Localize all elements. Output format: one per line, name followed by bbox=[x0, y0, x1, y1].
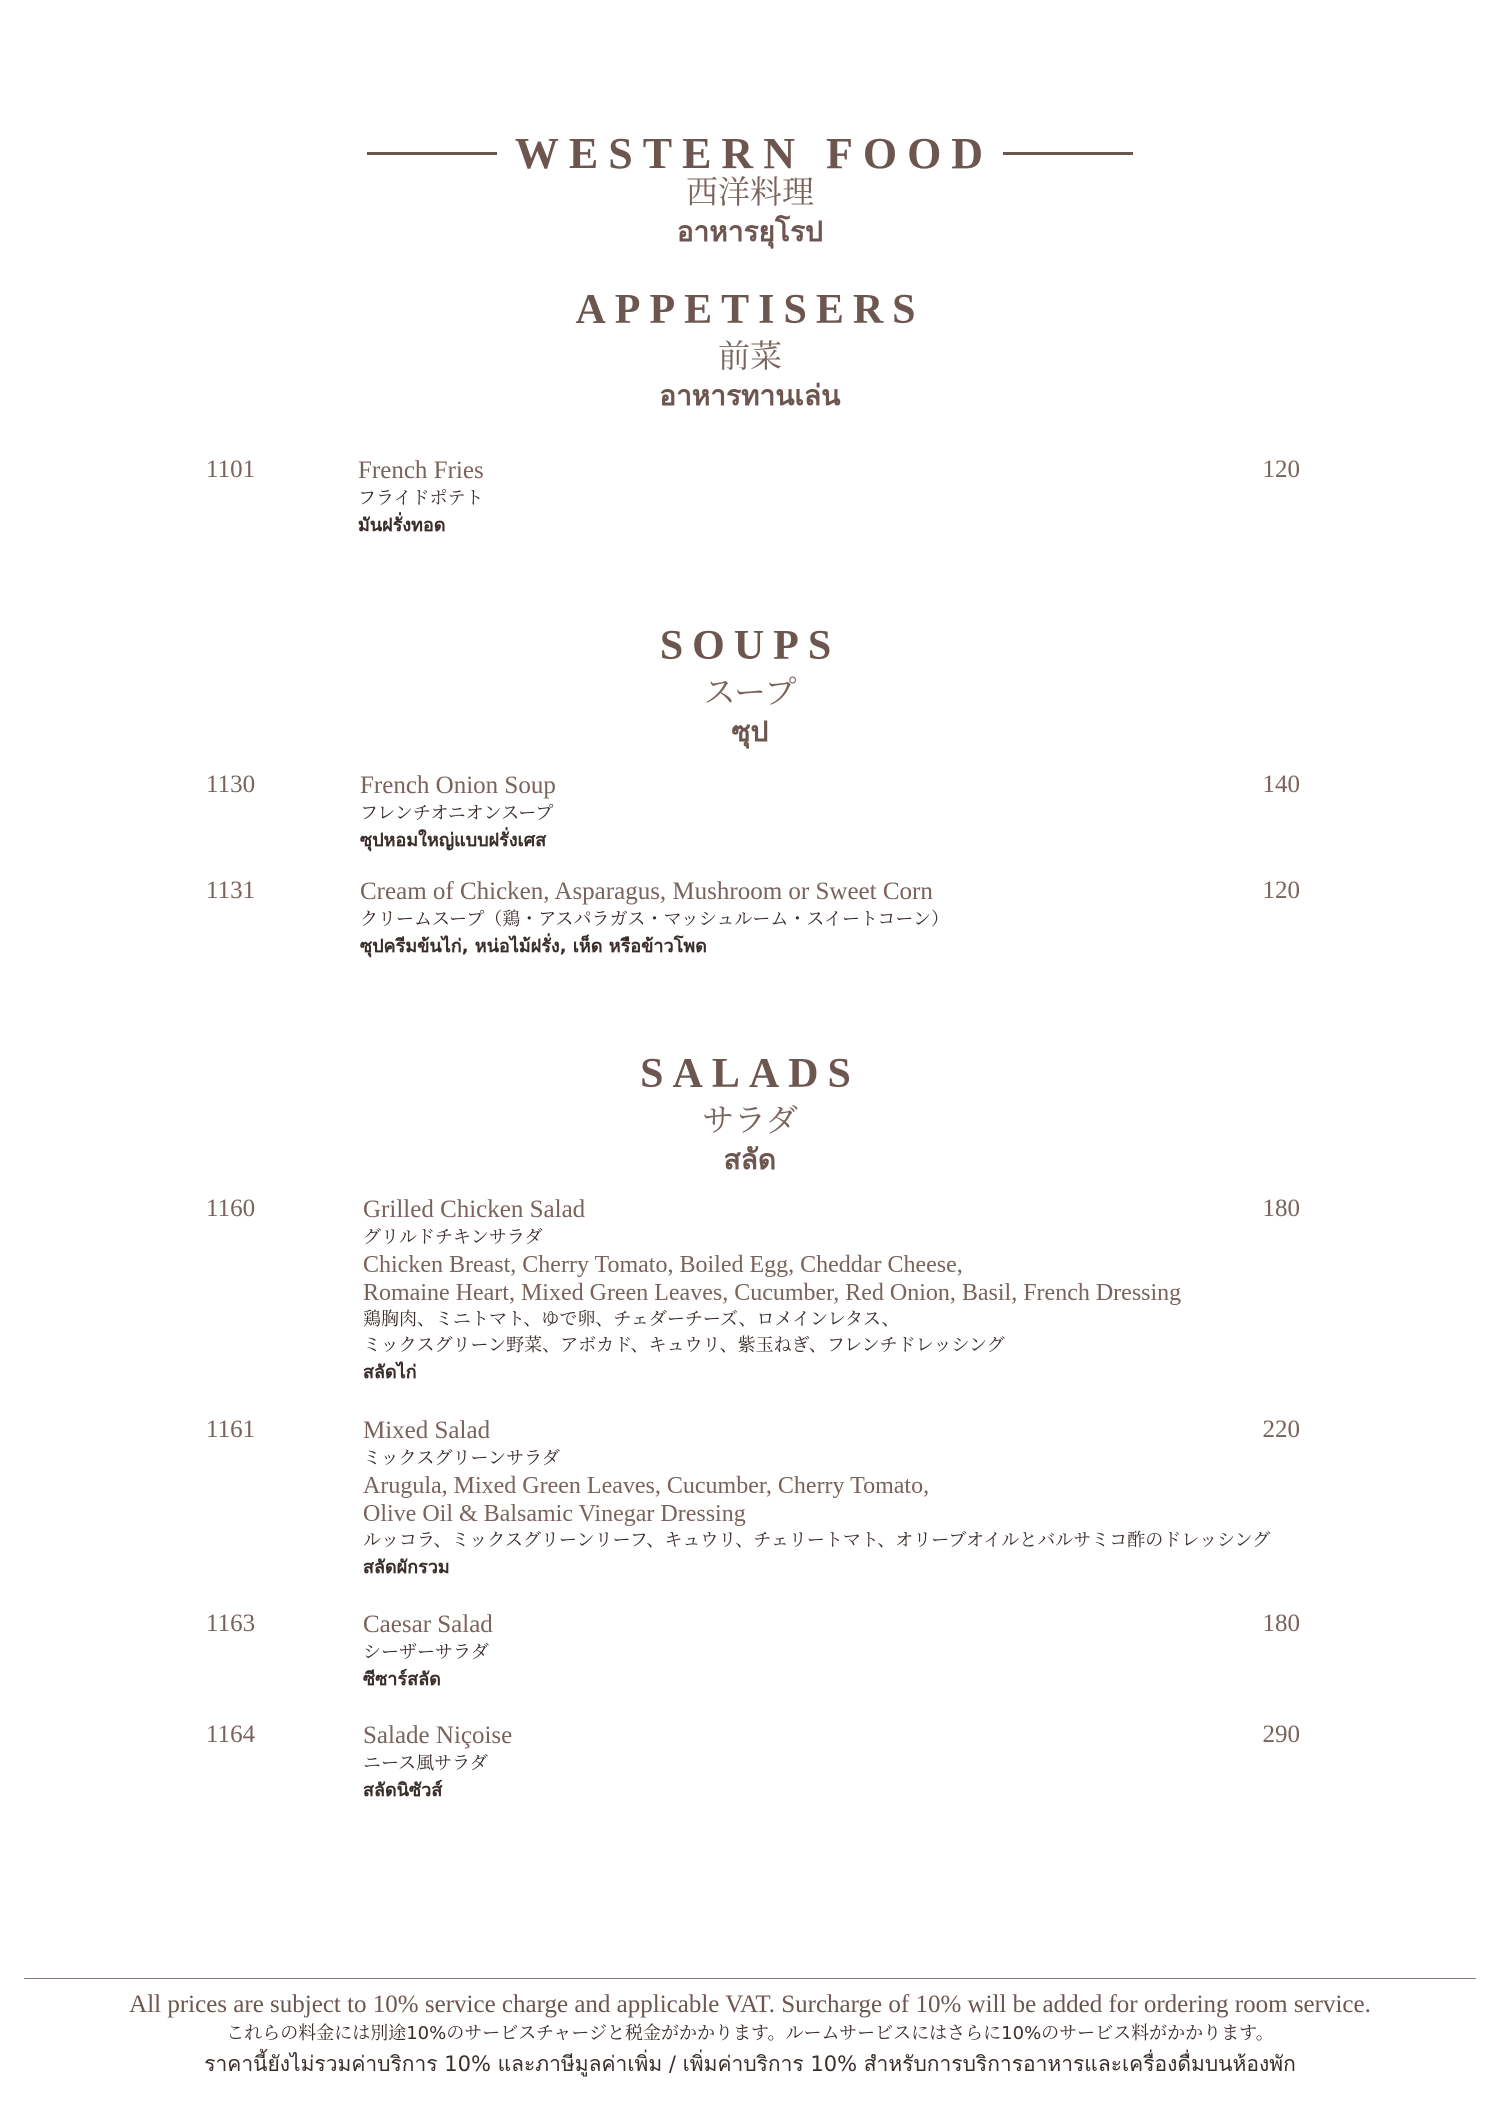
item-name-th: สลัดผักรวม bbox=[363, 1557, 450, 1578]
item-price: 120 bbox=[1262, 877, 1300, 904]
item-description-line: Romaine Heart, Mixed Green Leaves, Cucumber, Red Onion, Basil, French Dressing bbox=[363, 1280, 1182, 1306]
item-name-th: ซุปครีมข้นไก่, หน่อไม้ฝรั่ง, เห็ด หรือข้าวโพด bbox=[360, 936, 707, 957]
section-title-th: อาหารทานเล่น bbox=[659, 379, 841, 412]
main-title-translations bbox=[0, 170, 1500, 252]
item-price: 120 bbox=[1262, 456, 1300, 483]
item-name-th: ซีซาร์สลัด bbox=[363, 1669, 441, 1690]
item-description-line: Chicken Breast, Cherry Tomato, Boiled Egg, Cheddar Cheese, bbox=[363, 1252, 963, 1278]
item-price: 220 bbox=[1262, 1416, 1300, 1443]
main-title: WESTERN FOOD bbox=[514, 129, 994, 178]
item-code: 1131 bbox=[206, 877, 256, 904]
section-title-ja: スープ bbox=[703, 674, 797, 710]
section-title: APPETISERS bbox=[575, 287, 925, 333]
main-title-ja: 西洋料理 bbox=[685, 174, 814, 210]
title-rule-right bbox=[1003, 152, 1133, 155]
item-code: 1161 bbox=[206, 1416, 256, 1443]
title-rule-left bbox=[367, 152, 497, 155]
item-description-line: Arugula, Mixed Green Leaves, Cucumber, Cherry Tomato, bbox=[363, 1473, 930, 1499]
item-name-ja: フライドポテト bbox=[358, 488, 484, 509]
item-name: Grilled Chicken Salad bbox=[363, 1196, 586, 1223]
item-code: 1164 bbox=[206, 1721, 256, 1748]
item-name: Mixed Salad bbox=[363, 1417, 491, 1444]
section-title: SALADS bbox=[640, 1051, 860, 1097]
item-name-ja: フレンチオニオンスープ bbox=[360, 803, 554, 824]
item-description-ja-line: ミックスグリーン野菜、アボカド、キュウリ、紫玉ねぎ、フレンチドレッシング bbox=[363, 1335, 1005, 1356]
item-name: Salade Niçoise bbox=[363, 1722, 513, 1749]
section-title: SOUPS bbox=[659, 623, 841, 669]
item-code: 1160 bbox=[206, 1195, 256, 1222]
section-heading-salads bbox=[0, 1050, 1500, 1180]
item-description-ja-line: ルッコラ、ミックスグリーンリーフ、キュウリ、チェリートマト、オリーブオイルとバルサミコ酢のドレッシング bbox=[363, 1530, 1271, 1551]
item-name-th: สลัดนิซัวส์ bbox=[363, 1780, 443, 1801]
item-price: 180 bbox=[1262, 1610, 1300, 1637]
item-name-ja: グリルドチキンサラダ bbox=[363, 1227, 543, 1248]
item-code: 1163 bbox=[206, 1610, 256, 1637]
item-name-th: มันฝรั่งทอด bbox=[358, 515, 446, 536]
item-name: French Onion Soup bbox=[360, 772, 556, 799]
section-title-ja: 前菜 bbox=[717, 338, 782, 374]
item-code: 1101 bbox=[206, 456, 256, 483]
footer-divider bbox=[24, 1978, 1476, 1979]
item-code: 1130 bbox=[206, 771, 256, 798]
item-name-th: ซุปหอมใหญ่แบบฝรั่งเศส bbox=[360, 830, 547, 851]
item-price: 180 bbox=[1262, 1195, 1300, 1222]
section-title-th: สลัด bbox=[723, 1143, 777, 1176]
section-heading-appetisers bbox=[0, 286, 1500, 416]
section-title-th: ซุป bbox=[731, 715, 769, 748]
item-description-ja-line: 鶏胸肉、ミニトマト、ゆで卵、チェダーチーズ、ロメインレタス、 bbox=[363, 1309, 900, 1330]
item-name: French Fries bbox=[358, 457, 484, 484]
main-title-th: อาหารยุโรป bbox=[676, 215, 823, 248]
item-description-line: Olive Oil & Balsamic Vinegar Dressing bbox=[363, 1501, 746, 1527]
item-name: Caesar Salad bbox=[363, 1611, 493, 1638]
item-name-ja: ニース風サラダ bbox=[363, 1753, 488, 1774]
section-title-ja: サラダ bbox=[702, 1102, 798, 1138]
section-heading-soups bbox=[0, 622, 1500, 752]
item-name-ja: シーザーサラダ bbox=[363, 1642, 489, 1663]
footer-notice-en: All prices are subject to 10% service charge and applicable VAT. Surcharge of 10% will be added for ordering room service. bbox=[129, 1991, 1371, 2018]
item-name-ja: クリームスープ（鶏・アスパラガス・マッシュルーム・スイートコーン） bbox=[360, 909, 949, 930]
item-name-ja: ミックスグリーンサラダ bbox=[363, 1448, 560, 1469]
item-name: Cream of Chicken, Asparagus, Mushroom or Sweet Corn bbox=[360, 878, 933, 905]
footer-notice-th: ราคานี้ยังไม่รวมค่าบริการ 10% และภาษีมูลค่าเพิ่ม / เพิ่มค่าบริการ 10% สำหรับการบริการอาหารและเครื่องดื่มบนห้องพัก bbox=[204, 2052, 1296, 2076]
footer-notice bbox=[0, 1990, 1500, 2080]
item-price: 290 bbox=[1262, 1721, 1300, 1748]
footer-notice-ja: これらの料金には別途10%のサービスチャージと税金がかかります。ルームサービスにはさらに10%のサービス料がかかります。 bbox=[226, 2023, 1274, 2044]
item-name-th: สลัดไก่ bbox=[363, 1362, 417, 1383]
item-price: 140 bbox=[1262, 771, 1300, 798]
